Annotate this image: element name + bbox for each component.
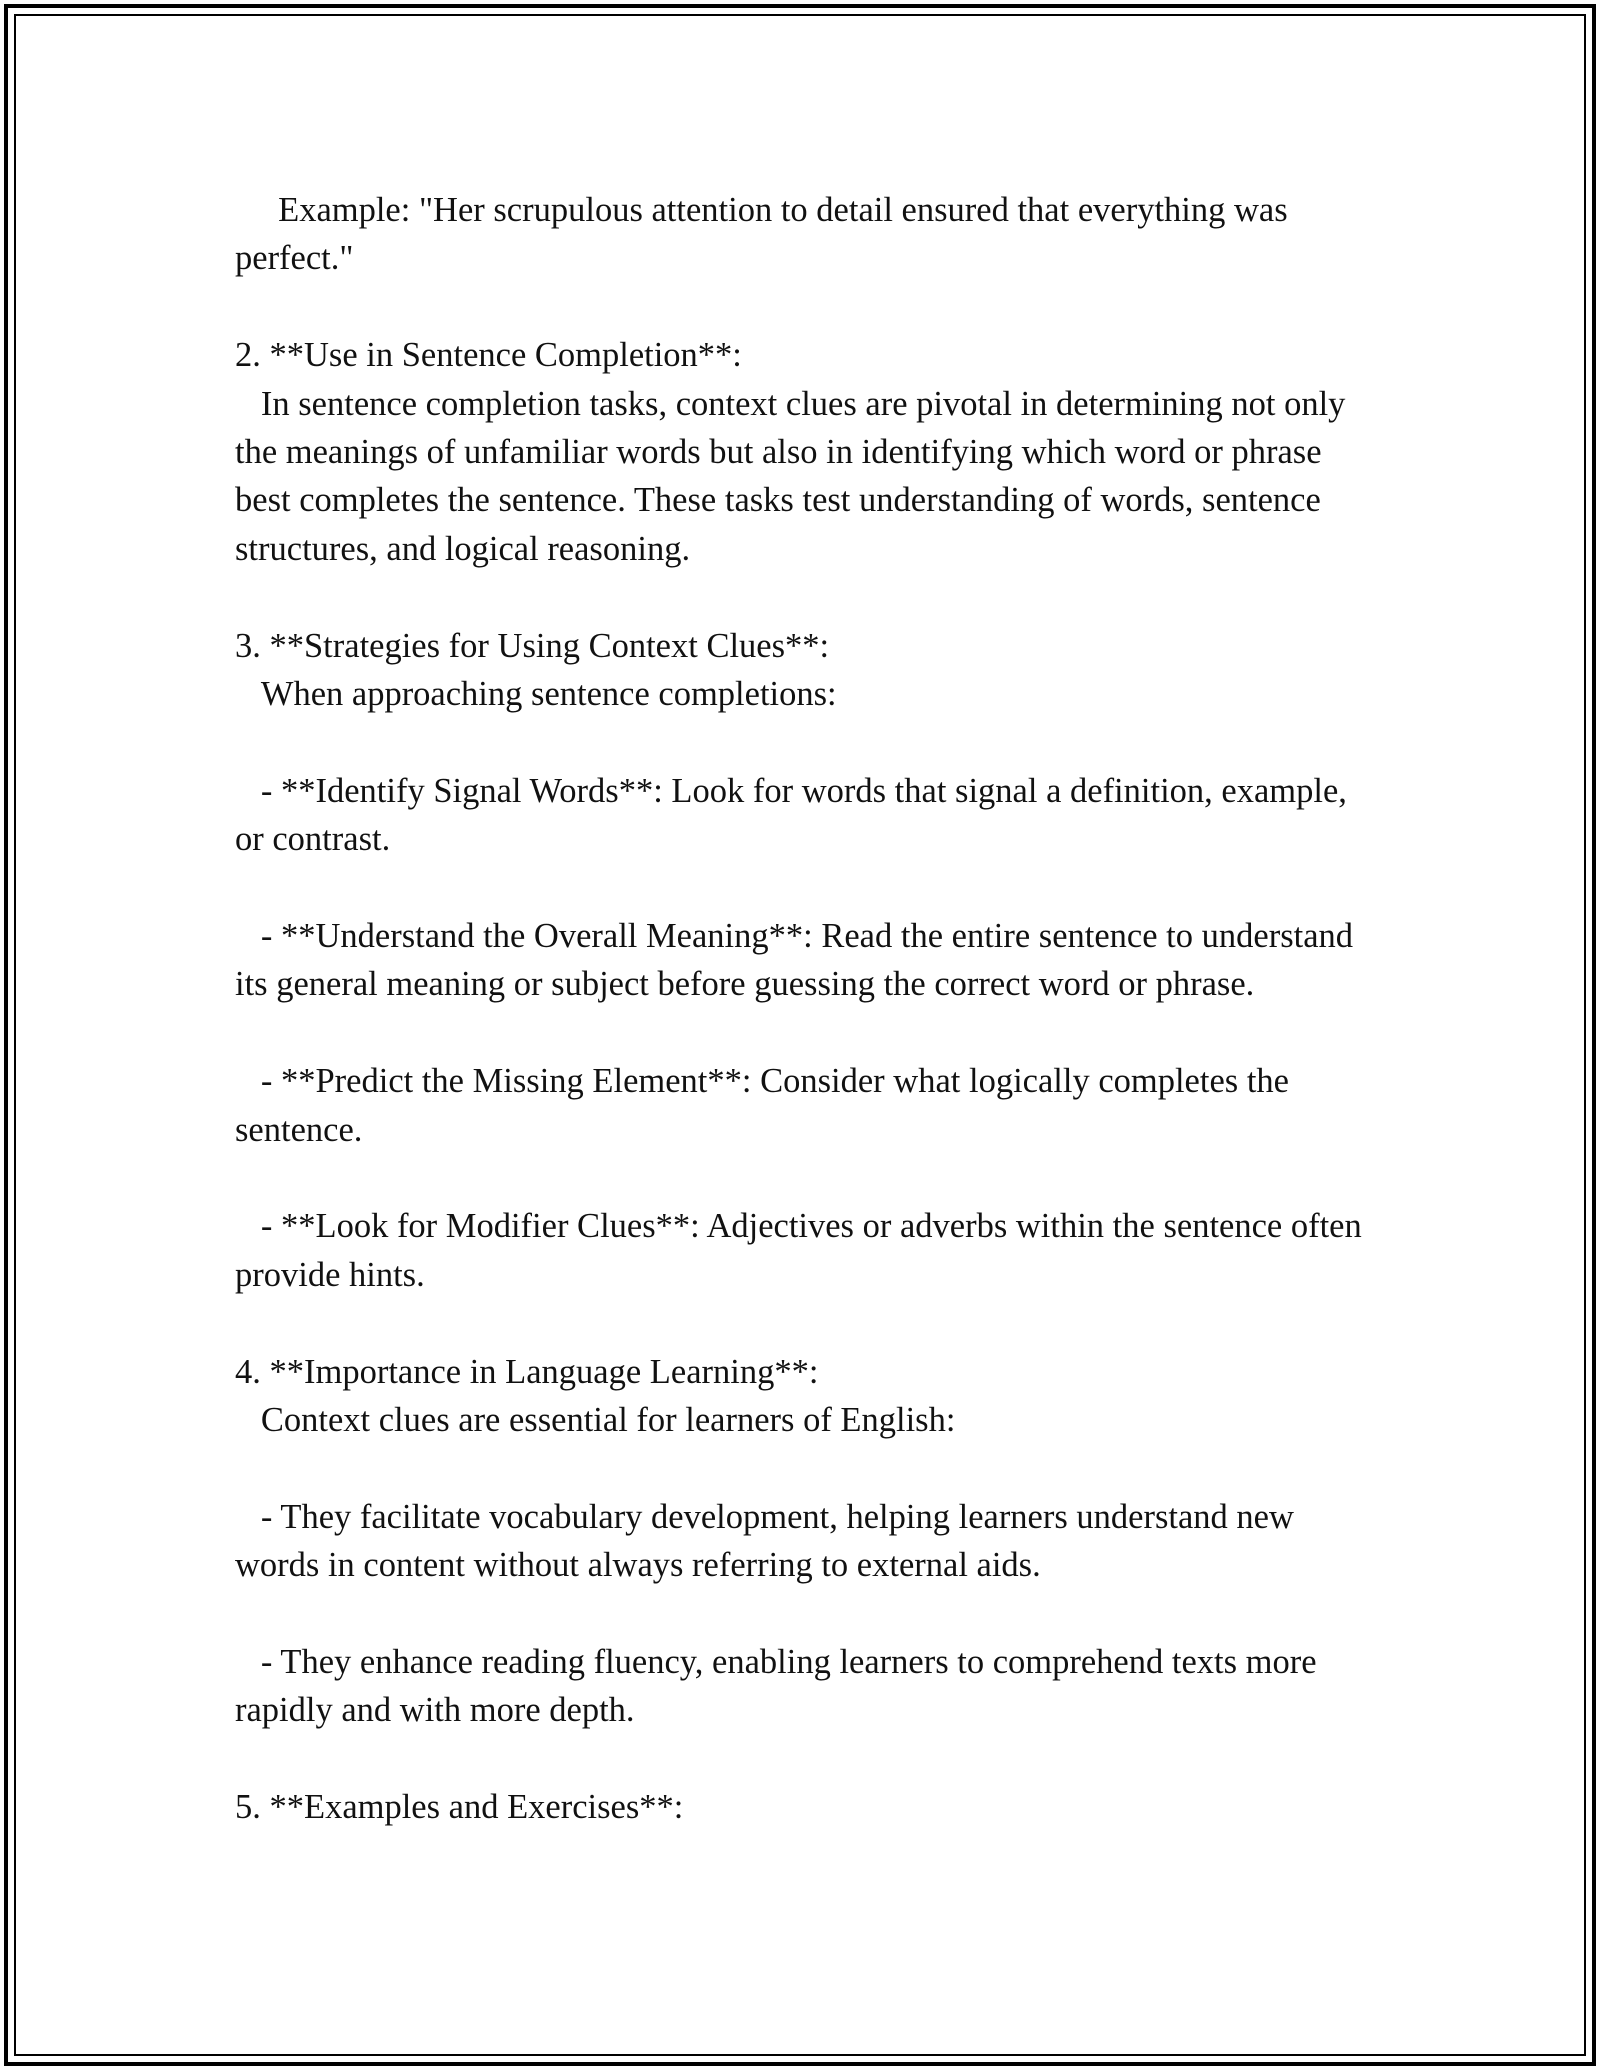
- section-heading-2: 2. **Use in Sentence Completion**:: [235, 336, 742, 375]
- bullet-fluency: - They enhance reading fluency, enabling learners to comprehend texts more rapidly and with more depth.: [235, 1643, 1326, 1730]
- section-heading-5: 5. **Examples and Exercises**:: [235, 1788, 684, 1827]
- section-heading-4: 4. **Importance in Language Learning**:: [235, 1352, 819, 1391]
- paragraph-gap: [235, 864, 1365, 912]
- section-4-intro: Context clues are essential for learners of English:: [235, 1401, 956, 1440]
- paragraph-gap: [235, 573, 1365, 621]
- paragraph-gap: [235, 1009, 1365, 1057]
- section-3-intro: When approaching sentence completions:: [235, 675, 837, 714]
- bullet-missing-element: - **Predict the Missing Element**: Consider what logically completes the sentence.: [235, 1062, 1298, 1149]
- paragraph-gap: [235, 1590, 1365, 1638]
- bullet-vocabulary: - They facilitate vocabulary development, helping learners understand new words in content without always referring to external aids.: [235, 1497, 1303, 1585]
- paragraph-gap: [235, 1444, 1365, 1492]
- example-line: Example: "Her scrupulous attention to detail ensured that everything was perfect.": [235, 191, 1297, 278]
- bullet-signal-words: - **Identify Signal Words**: Look for words that signal a definition, example, or contrast.: [235, 771, 1356, 859]
- section-2-paragraph: In sentence completion tasks, context clues are pivotal in determining not only the meanings of unfamiliar words but also in identifying which word or phrase best completes the sentence. These tasks test understanding of words, sentence structures, and logical reasoning.: [235, 384, 1355, 568]
- section-heading-3: 3. **Strategies for Using Context Clues**:: [235, 626, 830, 665]
- paragraph-gap: [235, 1299, 1365, 1347]
- document-body: [235, 186, 1371, 1832]
- paragraph-gap: [235, 1154, 1365, 1202]
- bullet-modifier-clues: - **Look for Modifier Clues**: Adjectives or adverbs within the sentence often provide hints.: [235, 1207, 1371, 1294]
- paragraph-gap: [235, 718, 1365, 766]
- paragraph-gap: [235, 1735, 1365, 1783]
- paragraph-gap: [235, 283, 1365, 331]
- bullet-overall-meaning: - **Understand the Overall Meaning**: Read the entire sentence to understand its general meaning or subject before guessing the correct word or phrase.: [235, 917, 1362, 1004]
